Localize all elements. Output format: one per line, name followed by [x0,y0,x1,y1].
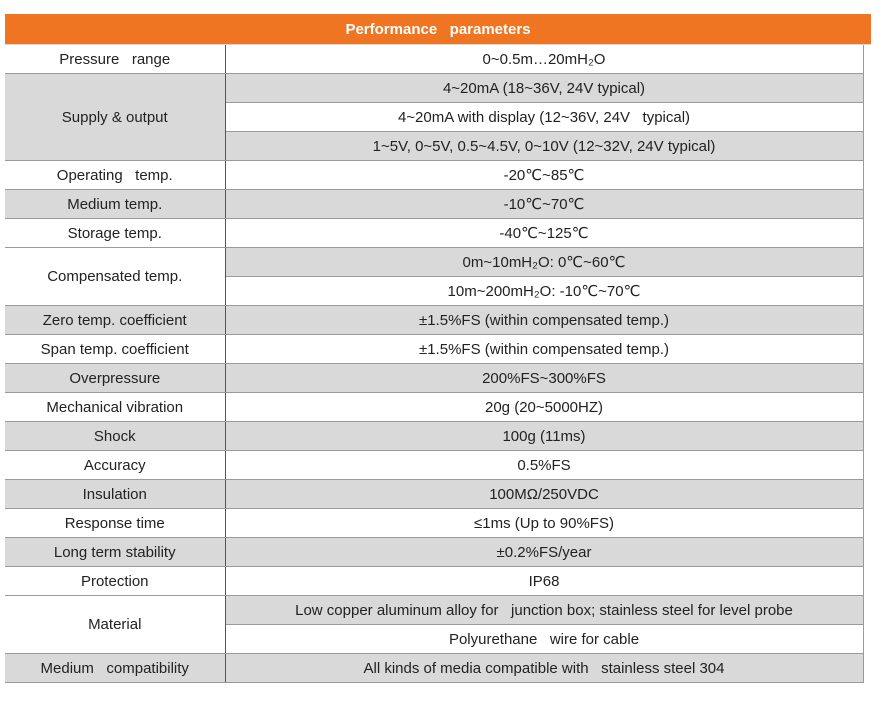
row-label: Mechanical vibration [5,393,225,422]
row-label: Span temp. coefficient [5,335,225,364]
row-value: ±1.5%FS (within compensated temp.) [225,335,863,364]
table-row [5,509,871,538]
table-row [5,654,871,683]
table-row [5,567,871,596]
row-value: IP68 [225,567,863,596]
row-label: Compensated temp. [5,248,225,306]
row-label: Storage temp. [5,219,225,248]
row-value: 4~20mA (18~36V, 24V typical) [225,74,863,103]
row-value: All kinds of media compatible with stainless steel 304 [225,654,863,683]
row-label: Long term stability [5,538,225,567]
row-value: 100MΩ/250VDC [225,480,863,509]
row-label: Protection [5,567,225,596]
row-label: Pressure range [5,45,225,74]
row-value: 100g (11ms) [225,422,863,451]
row-value: 0m~10mH₂O: 0℃~60℃ [225,248,863,277]
row-label: Medium compatibility [5,654,225,683]
row-value: ±0.2%FS/year [225,538,863,567]
table-row [5,596,871,625]
table-row [5,364,871,393]
row-value: 10m~200mH₂O: -10℃~70℃ [225,277,863,306]
row-value: -20℃~85℃ [225,161,863,190]
table-row [5,393,871,422]
row-value: 1~5V, 0~5V, 0.5~4.5V, 0~10V (12~32V, 24V typical) [225,132,863,161]
row-value: 0.5%FS [225,451,863,480]
table-row [5,538,871,567]
row-label: Zero temp. coefficient [5,306,225,335]
row-value: Polyurethane wire for cable [225,625,863,654]
table-row [5,480,871,509]
row-label: Accuracy [5,451,225,480]
row-label: Overpressure [5,364,225,393]
table-row [5,74,871,103]
row-label: Operating temp. [5,161,225,190]
row-label: Insulation [5,480,225,509]
table-row [5,335,871,364]
table-row [5,190,871,219]
row-value: 4~20mA with display (12~36V, 24V typical) [225,103,863,132]
table-row [5,161,871,190]
table-row [5,248,871,277]
table-header: Performance parameters [5,14,871,45]
row-label: Response time [5,509,225,538]
table-row [5,219,871,248]
row-value: ±1.5%FS (within compensated temp.) [225,306,863,335]
parameters-table [5,45,871,683]
row-value: ≤1ms (Up to 90%FS) [225,509,863,538]
row-value: 0~0.5m…20mH₂O [225,45,863,74]
table-row [5,45,871,74]
row-label: Supply & output [5,74,225,161]
performance-table [5,14,871,683]
row-value: -40℃~125℃ [225,219,863,248]
table-row [5,306,871,335]
row-value: -10℃~70℃ [225,190,863,219]
row-label: Material [5,596,225,654]
table-row [5,451,871,480]
row-value: Low copper aluminum alloy for junction box; stainless steel for level probe [225,596,863,625]
row-label: Shock [5,422,225,451]
row-label: Medium temp. [5,190,225,219]
table-row [5,422,871,451]
row-value: 200%FS~300%FS [225,364,863,393]
row-value: 20g (20~5000HZ) [225,393,863,422]
